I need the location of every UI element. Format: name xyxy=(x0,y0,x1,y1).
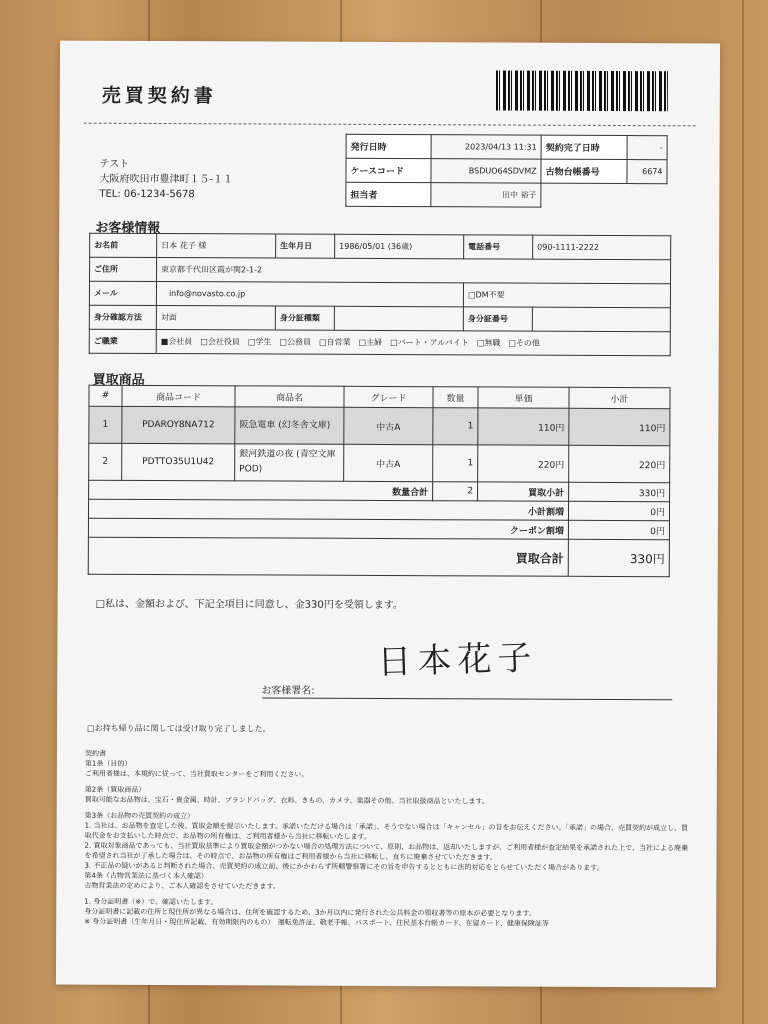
idtype-label: 身分証種類 xyxy=(275,306,334,330)
col-subtotal: 小計 xyxy=(569,387,670,408)
row-price: 110円 xyxy=(478,408,569,445)
table-row xyxy=(89,443,670,483)
terms-line: 第2条（買取商品） xyxy=(84,785,146,794)
job-options: ■会社員 □会社役員 □学生 □公務員 □自営業 □主婦 □パート・アルバイト □無職 □その他 xyxy=(156,329,670,355)
phone-label: 電話番号 xyxy=(464,235,533,259)
name-value: 日本 花子 様 xyxy=(157,233,276,258)
case-label: ケースコード xyxy=(346,158,431,182)
received-text: □お持ち帰り品に関しては受け取り完了しました。 xyxy=(87,723,271,734)
name-label: お名前 xyxy=(90,233,157,257)
total-value: 330円 xyxy=(568,539,669,576)
idcheck-label: 身分確認方法 xyxy=(89,305,156,329)
row-name: 銀河鉄道の夜 (青空文庫POD) xyxy=(235,444,344,481)
idcheck-value: 対面 xyxy=(156,305,275,330)
row-no: 1 xyxy=(89,406,122,443)
markup-label: 小計割増 xyxy=(88,499,568,520)
coupon-label: クーポン割増 xyxy=(88,518,568,539)
terms-line: 1. 当社は、お品物を査定した後、買取金額を提示いたします。承諾いただける場合は「承諾」、そうでない場合は「キャンセル」の旨をお伝えください。「承諾」の場合、売買契約が成立し、買取代金をお支払いした時点で、お品物の所有権は、ご利用者様から当社に移転いたします。 xyxy=(84,821,688,841)
terms-line: 第1条（目的） xyxy=(84,759,132,768)
row-name: 阪急電車 (幻冬舎文庫) xyxy=(235,407,344,444)
barcode xyxy=(496,70,668,111)
address-value: 東京都千代田区霞が関2-1-2 xyxy=(157,257,671,283)
idnum-label: 身分証番号 xyxy=(463,307,532,331)
terms-text xyxy=(84,749,695,930)
agreement-text: □私は、金額および、下記全項目に同意し、金330円を受領します。 xyxy=(95,598,403,612)
table-row xyxy=(89,406,670,446)
terms-line: 第4条（古物営業法に基づく本人確認） xyxy=(84,871,208,881)
row-no: 2 xyxy=(89,443,122,480)
row-subtotal: 220円 xyxy=(569,445,670,482)
divider xyxy=(84,123,696,127)
col-name: 商品名 xyxy=(235,386,344,407)
job-label: ご職業 xyxy=(89,329,156,353)
qty-total: 2 xyxy=(433,482,478,501)
row-price: 220円 xyxy=(478,445,569,482)
buy-subtotal-label: 買取小計 xyxy=(478,482,569,501)
dm-optout: □DM不要 xyxy=(463,283,670,308)
empty-cell xyxy=(541,183,627,207)
markup-value: 0円 xyxy=(568,501,669,520)
store-name: テスト xyxy=(99,158,130,170)
phone-value: 090-1111-2222 xyxy=(533,235,671,260)
store-info xyxy=(99,157,233,203)
staff-label: 担当者 xyxy=(346,182,431,206)
terms-line: 契約書 xyxy=(84,749,106,758)
contract-sheet xyxy=(56,41,720,988)
row-qty: 1 xyxy=(433,408,478,445)
total-label: 買取合計 xyxy=(88,537,568,576)
customer-section-title: お客様情報 xyxy=(95,220,161,237)
row-code: PDAROY8NA712 xyxy=(122,406,235,443)
col-code: 商品コード xyxy=(122,385,235,406)
signature-line xyxy=(262,697,672,700)
empty-cell xyxy=(627,184,667,208)
mail-label: メール xyxy=(89,281,156,305)
row-grade: 中古A xyxy=(344,407,433,444)
customer-table xyxy=(89,233,672,357)
qty-total-label: 数量合計 xyxy=(89,480,433,501)
row-grade: 中古A xyxy=(344,444,433,481)
row-qty: 1 xyxy=(433,445,478,482)
row-code: PDTTO35U1U42 xyxy=(122,443,235,480)
birth-value: 1986/05/01 (36歳) xyxy=(335,234,464,259)
terms-line: 3. 不正品の疑いがあると判断された場合、売買契約の成立前、後にかかわらず所轄警察署にその旨を申告するとともに法的対応をとらせていただく場合があります。 xyxy=(84,861,604,872)
staff-value: 田中 裕子 xyxy=(431,183,541,207)
store-tel: TEL: 06-1234-5678 xyxy=(99,188,195,201)
terms-line: 第3条（お品物の売買契約の成立） xyxy=(84,811,195,821)
terms-line: 買取可能なお品物は、宝石・貴金属、時計、ブランドバッグ、衣料、きもの、カメラ、楽器その他、当社取扱商品といたします。 xyxy=(84,795,489,806)
col-qty: 数量 xyxy=(433,387,478,408)
issue-value: 2023/04/13 11:31 xyxy=(431,135,541,159)
terms-line: 2. 買取対象商品であっても、当社買取基準により買取金額がつかない場合の処理方法について、原則、お品物は、返却いたしますが、ご利用者様が査定結果を承諾された上で、当社による廃棄を希望され当社が了承した場合は、その時点で、お品物の所有権はご利用者様から当社に移転し、直ちに廃棄させていただきます。 xyxy=(84,841,688,862)
row-subtotal: 110円 xyxy=(569,408,670,445)
complete-label: 契約完了日時 xyxy=(541,135,627,159)
meta-table xyxy=(345,134,667,208)
idtype-value xyxy=(334,306,463,331)
items-section-title: 買取商品 xyxy=(92,372,145,388)
coupon-value: 0円 xyxy=(568,520,669,539)
case-value: BSDUO64SDVMZ xyxy=(431,159,541,183)
buy-subtotal: 330円 xyxy=(569,482,670,501)
mail-value: info@novasto.co.jp xyxy=(156,281,463,306)
birth-label: 生年月日 xyxy=(276,234,335,258)
address-label: ご住所 xyxy=(90,257,157,281)
terms-line: 古物営業法の定めにより、ご本人確認をさせていただきます。 xyxy=(84,881,280,891)
issue-label: 発行日時 xyxy=(346,134,431,158)
signature: 日本花子 xyxy=(376,637,539,683)
col-no: # xyxy=(89,385,122,406)
items-table xyxy=(88,385,671,578)
ledger-value: 6674 xyxy=(627,160,667,184)
complete-value: - xyxy=(627,136,667,160)
col-grade: グレード xyxy=(344,386,433,407)
terms-line: 1. 身分証明書（※）で、確認いたします。 xyxy=(84,897,218,907)
document-title: 売買契約書 xyxy=(101,84,217,108)
signature-label: お客様署名: xyxy=(261,685,315,697)
col-price: 単価 xyxy=(478,387,569,408)
terms-line: ご利用者様は、本規約に従って、当社買取センターをご利用ください。 xyxy=(84,769,309,779)
store-address: 大阪府吹田市豊津町１５-１１ xyxy=(99,173,234,186)
terms-line: ※ 身分証明書（生年月日・現住所記載、有効期限内のもの） 運転免許証、敬老手帳、パスポート、住民基本台帳カード、在留カード、健康保険証等 xyxy=(84,917,549,928)
ledger-label: 古物台帳番号 xyxy=(541,159,627,183)
idnum-value xyxy=(532,307,670,332)
terms-line: 身分証明書に記載の住所と現住所が異なる場合は、住所を確認するため、3か月以内に発行された公共料金の領収書等の原本が必要となります。 xyxy=(84,907,536,918)
